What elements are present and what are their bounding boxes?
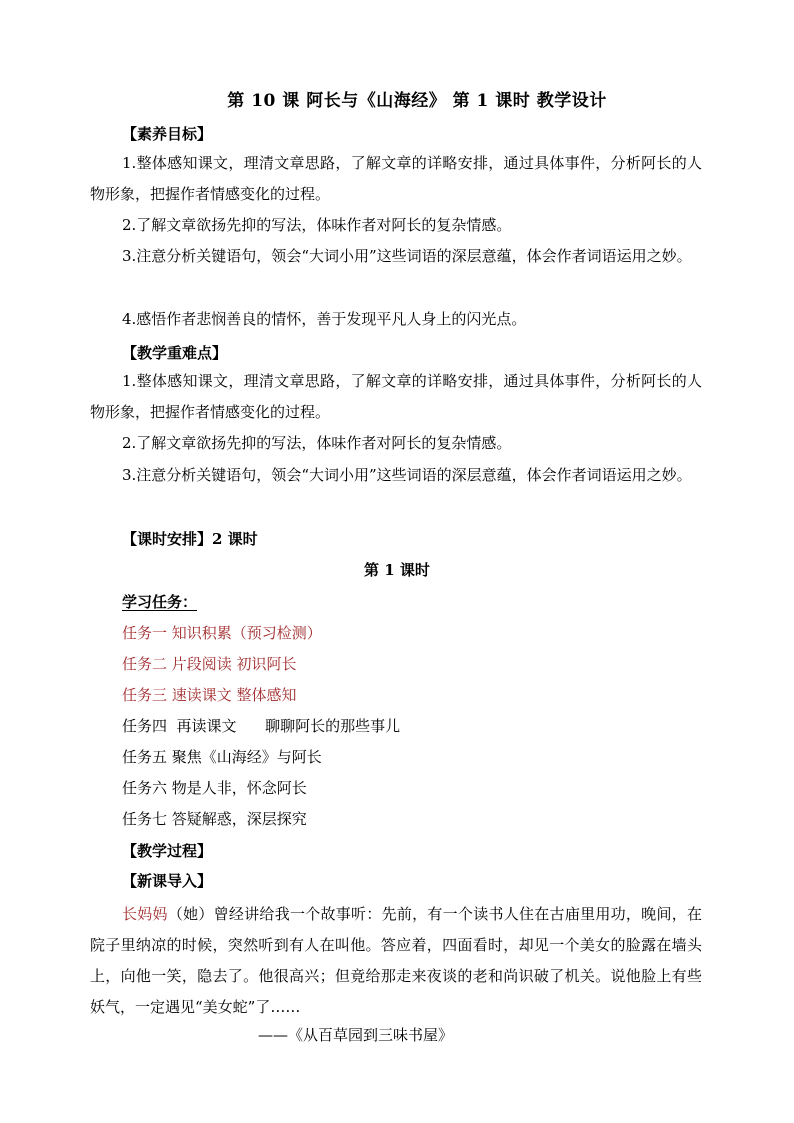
section-heading-intro: 【新课导入】 bbox=[122, 872, 213, 890]
tasks-label-text: 学习任务： bbox=[122, 593, 198, 611]
task-item-2: 任务二 片段阅读 初识阿长 bbox=[122, 655, 297, 673]
section-heading-goals: 【素养目标】 bbox=[122, 125, 213, 143]
task-item-3: 任务三 速读课文 整体感知 bbox=[122, 686, 297, 704]
task-item-6: 任务六 物是人非，怀念阿长 bbox=[122, 779, 307, 797]
goal-item-3: 3.注意分析关键语句，领会“大词小用”这些词语的深层意蕴，体会作者词语运用之妙。 bbox=[122, 247, 692, 265]
task-item-4: 任务四 再读课文 聊聊阿长的那些事儿 bbox=[122, 717, 401, 735]
task-item-7: 任务七 答疑解惑，深层探究 bbox=[122, 810, 307, 828]
key-point-item-1: 1.整体感知课文，理清文章思路，了解文章的详略安排，通过具体事件，分析阿长的人物形象，把握作者情感变化的过程。 bbox=[90, 372, 702, 421]
key-point-item-3: 3.注意分析关键语句，领会“大词小用”这些词语的深层意蕴，体会作者词语运用之妙。 bbox=[122, 466, 692, 484]
intro-lead: 长妈妈 bbox=[122, 905, 168, 923]
lesson-title: 第 1 课时 bbox=[364, 561, 430, 579]
goal-item-1: 1.整体感知课文，理清文章思路，了解文章的详略安排，通过具体事件，分析阿长的人物形象，把握作者情感变化的过程。 bbox=[90, 154, 702, 203]
goal-item-2: 2.了解文章欲扬先抑的写法，体味作者对阿长的复杂情感。 bbox=[122, 216, 512, 234]
schedule-line bbox=[122, 528, 258, 549]
schedule-label: 【课时安排】 bbox=[122, 530, 213, 548]
schedule-value: 2 课时 bbox=[212, 530, 258, 548]
document-title: 第 10 课 阿长与《山海经》 第 1 课时 教学设计 bbox=[227, 91, 607, 111]
goal-item-4: 4.感悟作者悲悯善良的情怀，善于发现平凡人身上的闪光点。 bbox=[122, 310, 527, 328]
intro-text: （她）曾经讲给我一个故事听：先前，有一个读书人住在古庙里用功，晚间，在院子里纳凉的时候，突然听到有人在叫他。答应着，四面看时，却见一个美女的脸露在墙头上，向他一笑，隐去了。他很高兴；但竟给那走来夜谈的老和尚识破了机关。说他脸上有些妖气，一定遇见“美女蛇”了…… bbox=[90, 905, 702, 1016]
key-point-item-2: 2.了解文章欲扬先抑的写法，体味作者对阿长的复杂情感。 bbox=[122, 434, 512, 452]
task-item-1: 任务一 知识积累（预习检测） bbox=[122, 624, 322, 642]
tasks-label bbox=[122, 591, 197, 612]
task-item-5: 任务五 聚焦《山海经》与阿长 bbox=[122, 748, 322, 766]
section-heading-key-points: 【教学重难点】 bbox=[122, 344, 228, 362]
section-heading-process: 【教学过程】 bbox=[122, 842, 213, 860]
intro-paragraph bbox=[90, 899, 702, 1023]
quote-source: ——《从百草园到三味书屋》 bbox=[258, 1026, 454, 1044]
